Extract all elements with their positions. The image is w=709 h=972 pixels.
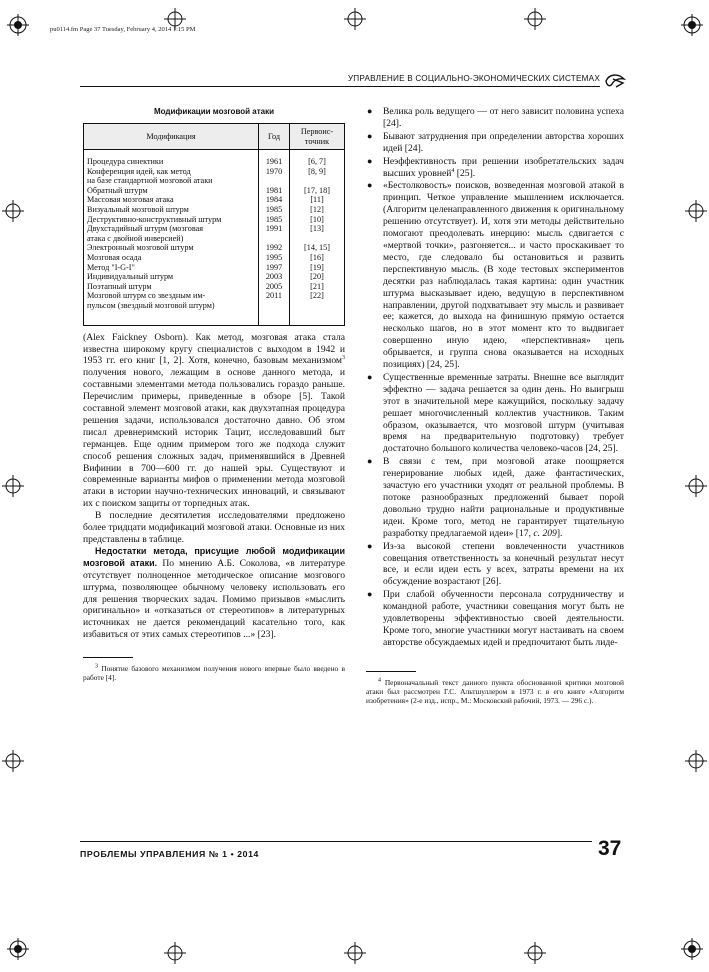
table-body (84, 150, 345, 326)
right-column (366, 106, 624, 705)
year-cell: 1985 (259, 205, 290, 215)
modifications-table (83, 123, 345, 326)
footnote-ref: 3 (342, 355, 345, 362)
year-cell: 1985 (259, 215, 290, 225)
table-row (84, 205, 345, 215)
table-row (84, 167, 345, 186)
page-number: 37 (598, 837, 622, 860)
year-cell: 1997 (259, 263, 290, 273)
bullet-icon: ● (367, 371, 373, 382)
year-cell: 2003 (259, 272, 290, 282)
registration-mark-icon (2, 750, 24, 772)
registration-mark-icon (7, 14, 29, 36)
modification-cell: Массовая мозговая атака (84, 195, 259, 205)
left-column (83, 106, 345, 682)
column-header: Год (259, 123, 290, 149)
paragraph: Недостатки метода, присущие любой модификации мозговой атаки. По мнению А.Б. Соколова, «в литературе отсутствует полноценное методическое описание мозгового штурма, позволяющее обычному человеку использовать его для решения творческих задач. Помимо призывов «мыслить оригинально» и «отказаться от стереотипов» в литературных источниках не дается рекомендаций касательно того, как избавиться от этих самых стереотипов ...» [23]. (83, 545, 346, 641)
bullet-icon: ● (367, 155, 373, 166)
source-cell: [14, 15] (290, 243, 345, 253)
registration-mark-icon (524, 942, 546, 964)
registration-mark-icon (2, 475, 24, 497)
modification-cell: Обратный штурм (84, 186, 259, 196)
list-item: ● В связи с тем, при мозговой атаке поощряется генерирование любых идей, даже фантастических, зачастую его участники уходят от реальной проблемы. В потоке разнообразных предложений бывает порой довольно трудно найти рациональные и продуктивные идеи. Кроме того, метод не гарантирует тщательную разработку предлагаемой идеи» [17, с. 209]. (367, 456, 624, 539)
year-cell: 1991 (259, 224, 290, 243)
year-cell: 1970 (259, 167, 290, 186)
list-item: ● Существенные временные затраты. Внешне все выглядит эффектно — задача решается за один день. Но выигрыш этот в значительной мере кажущийся, поскольку задачу решает многочисленный коллектив участников. Таким образом, оказывается, что мозговой штурм (учитывая время на предварительную подготовку) требует достаточно большого количества человеко-часов [24, 25]. (367, 371, 624, 455)
table-row (84, 263, 345, 273)
registration-mark-icon (524, 8, 546, 30)
print-info: pu0114.fm Page 37 Tuesday, February 4, 2014 1:15 PM (50, 26, 196, 33)
table-row (84, 291, 345, 325)
bullet-icon: ● (367, 589, 373, 600)
running-header: УПРАВЛЕНИЕ В СОЦИАЛЬНО-ЭКОНОМИЧЕСКИХ СИСТЕМАХ (80, 74, 600, 87)
list-item: ● Неэффективность при решении изобретательских задач высших уровней$^4$ [25]. (367, 155, 624, 179)
modification-cell: Мозговая осада (84, 253, 259, 263)
footnote-divider (83, 657, 133, 658)
footnote: $^3$ Понятие базового механизмом получения нового впервые было введено в работе [4]. (83, 663, 345, 683)
bullet-icon: ● (367, 540, 373, 551)
modification-cell: Конференция идей, как метод на базе стандартной мозговой атаки (84, 167, 259, 186)
year-cell: 1995 (259, 253, 290, 263)
section-heading: Недостатки метода, присущие любой модификации мозговой атаки. (83, 545, 345, 568)
bullet-icon: ● (367, 106, 373, 116)
paragraph: (Alex Faickney Osborn). Как метод, мозговая атака стала известна широкому кругу специалистов с выходом в 1942 и 1953 гг. его книг [1, 2]. Хотя, конечно, базовым механизмом$^3$ получения нового, лежащим в основе данного метода, и составными элементами метода пользовались гораздо раньше. Перечислим примеры, приведенные в обзоре [5]. Такой составной элемент мозговой атаки, как двухэтапная процедура решения задачи, использовался достаточно давно. Об этом писал древнеримский историк Тацит, исследовавший быт германцев. Еще одним примером того же подхода служит способ решения сложных задач, применявшийся в Древней Вифинии в 700—600 гг. до нашей эры. Существуют и современные варианты мифов о применении метода мозговой атаки в истории научно-технических инноваций, и связывают их с поиском защиты от торпедных атак. (83, 331, 345, 510)
registration-mark-icon (344, 8, 366, 30)
year-cell: 2011 (259, 291, 290, 325)
modification-cell: Индивидуальный штурм (84, 272, 259, 282)
bullet-icon: ● (367, 456, 373, 467)
registration-mark-icon (685, 750, 707, 772)
journal-footer: ПРОБЛЕМЫ УПРАВЛЕНИЯ № 1 • 2014 (80, 841, 592, 859)
registration-mark-icon (7, 938, 29, 960)
table-row (84, 253, 345, 263)
source-cell: [13] (290, 224, 345, 243)
registration-mark-icon (164, 8, 186, 30)
journal-logo-icon (604, 72, 626, 90)
column-header: Модификация (84, 123, 259, 149)
registration-mark-icon (164, 942, 186, 964)
table-row (84, 243, 345, 253)
year-cell: 2005 (259, 282, 290, 292)
bullet-icon: ● (367, 130, 373, 141)
source-cell: [16] (290, 253, 345, 263)
registration-mark-icon (2, 200, 24, 222)
footnote: $^4$ Первоначальный текст данного пункта обоснованной критики мозговой атаки был рассмотрен Г.С. Альтшуллером в 1973 г. в его книге «Алгоритм изобретения» (2-е изд., испр., М.: Московский рабочий, 1973. — 296 с.). (366, 677, 624, 705)
registration-mark-icon (685, 200, 707, 222)
table-row (84, 282, 345, 292)
list-item: ● При слабой обученности персонала сотрудничеству и командной работе, участники совещания могут быть не удовлетворены эффективностью своей деятельности. Кроме того, многие участники могут настаивать на своем авторстве обсуждаемых идей и предпочитают быть лиде- (367, 589, 624, 648)
table-row (84, 215, 345, 225)
source-cell: [21] (290, 282, 345, 292)
bullet-list (366, 106, 624, 649)
table-title: Модификации мозговой атаки (153, 107, 275, 116)
table-row (84, 186, 345, 196)
paragraph: В последние десятилетия исследователями предложено более тридцати модификаций мозговой атаки. Основные из них представлены в таблице. (83, 510, 345, 545)
year-cell: 1992 (259, 243, 290, 253)
footnote-divider (366, 671, 416, 672)
table-row (84, 195, 345, 205)
registration-mark-icon (681, 938, 703, 960)
table-row (84, 224, 345, 243)
modification-cell: Деструктивно-конструктивный штурм (84, 215, 259, 225)
source-cell: [19] (290, 263, 345, 273)
source-cell: [17, 18] (290, 186, 345, 196)
source-cell: [12] (290, 205, 345, 215)
modification-cell: Метод "I-G-I" (84, 263, 259, 273)
modification-cell: Визуальный мозговой штурм (84, 205, 259, 215)
list-item: ● «Бестолковость» поисков, возведенная мозговой атакой в принцип. Четкое управление мышлением исключается. (Алгоритм целенаправленного движения к оригинальному решению отсутствует). И, хотя эти методы действительно помогают преодолевать инерцию: мысль сдвигается с «мертвой точки», разгоняется... и часто проскакивает то место, где следовало бы остановиться и развить перспективную мысль. (В ходе тестовых экспериментов десятки раз наблюдалась такая картина: один участник штурма высказывает идею, ведущую в перспективном направлении, другой подхватывает эту мысль и развивает ее; кажется, до выхода на финишную прямую остается несколько шагов, но в этот момент кто то выдвигает совершенно иную идею, «перспективная» цепь обрывается, и группа снова оказывается на исходных позициях) [24, 25]. (367, 180, 624, 371)
source-cell: [11] (290, 195, 345, 205)
year-cell: 1961 (259, 150, 290, 167)
registration-mark-icon (681, 14, 703, 36)
modification-cell: Процедура синектики (84, 150, 259, 167)
modification-cell: Мозговой штурм со звездным им- пульсом (звездный мозговой штурм) (84, 291, 259, 325)
list-item: ● Из-за высокой степени вовлеченности участников совещания ответственность за конечный результат несут все, и если идеи есть у всех, затраты времени на их обсуждение возрастают [26]. (367, 540, 624, 588)
source-cell: [6, 7] (290, 150, 345, 167)
source-cell: [10] (290, 215, 345, 225)
source-cell: [20] (290, 272, 345, 282)
year-cell: 1984 (259, 195, 290, 205)
year-cell: 1981 (259, 186, 290, 196)
table-row (84, 150, 345, 167)
column-header: Первоис- точник (290, 123, 345, 149)
source-cell: [22] (290, 291, 345, 325)
table-header-row (84, 123, 345, 149)
bullet-icon: ● (367, 180, 373, 191)
registration-mark-icon (685, 475, 707, 497)
modification-cell: Электронный мозговой штурм (84, 243, 259, 253)
footnote-ref: 4 (451, 167, 455, 174)
registration-mark-icon (344, 942, 366, 964)
list-item: ● Бывают затруднения при определении авторства хороших идей [24]. (367, 130, 624, 154)
table-row (84, 272, 345, 282)
list-item: ● Велика роль ведущего — от него зависит половина успеха [24]. (367, 106, 624, 129)
modification-cell: Двухстадийный штурм (мозговая атака с двойной инверсией) (84, 224, 259, 243)
modification-cell: Поэтапный штурм (84, 282, 259, 292)
source-cell: [8, 9] (290, 167, 345, 186)
